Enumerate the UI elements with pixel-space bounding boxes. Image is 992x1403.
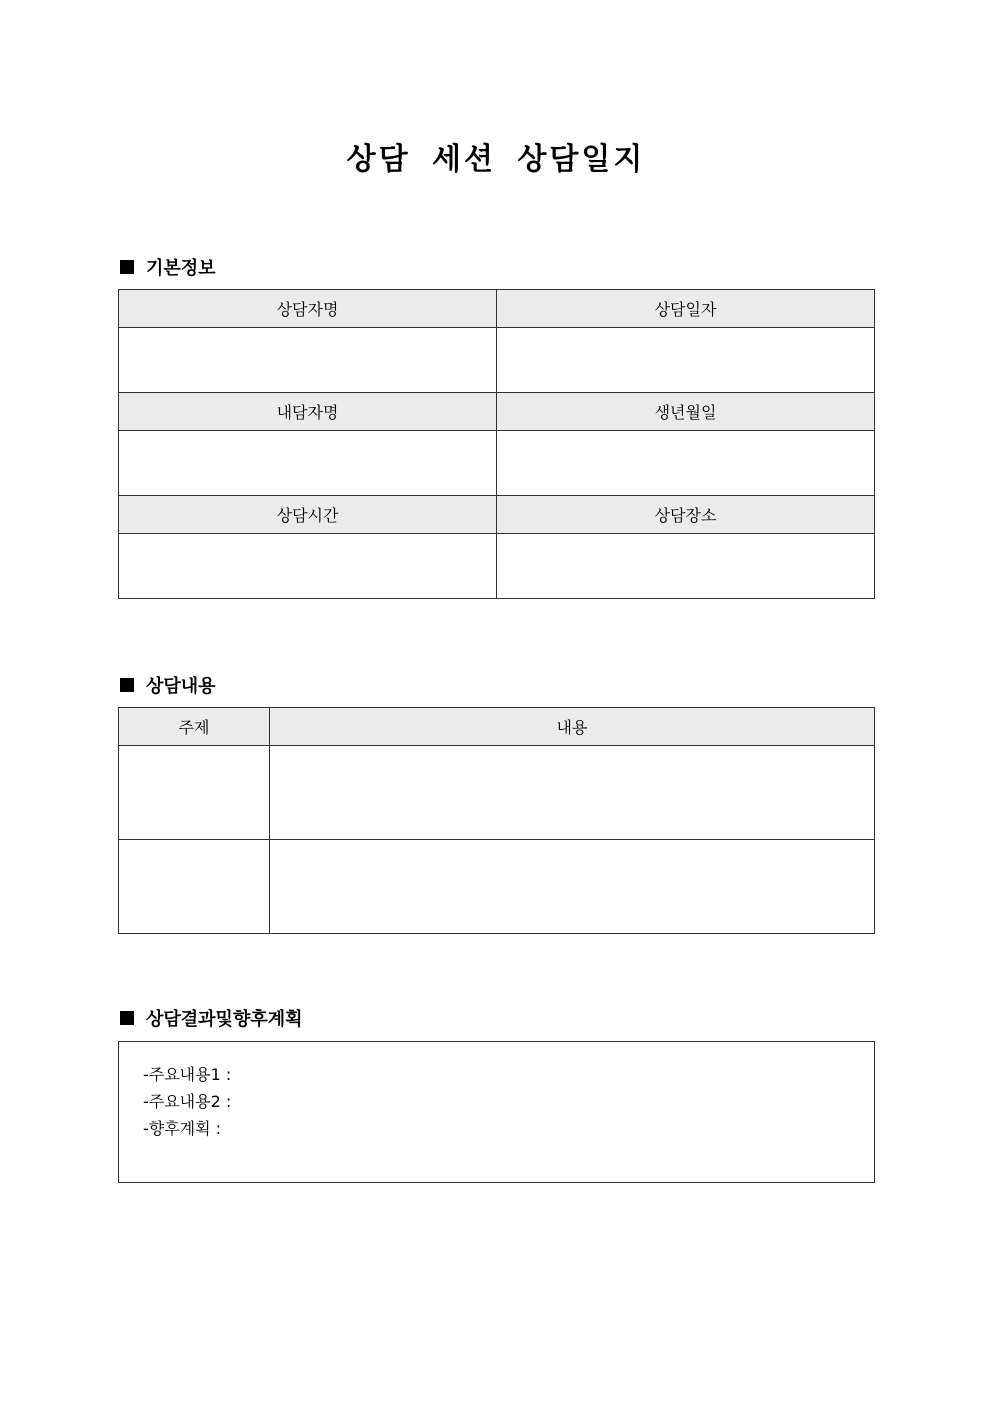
result-line-main-2: -주요내용2 : [143,1092,232,1111]
basic-info-table [118,289,875,599]
square-bullet-icon [120,1011,134,1025]
label-counselor-name: 상담자명 [119,290,497,328]
section-heading-label: 기본정보 [146,258,216,279]
content-table [118,707,875,934]
section-heading-label: 상담결과및향후계획 [146,1009,303,1030]
label-client-name: 내담자명 [119,393,497,431]
field-content-1[interactable] [270,746,875,840]
field-counselor-name[interactable] [119,328,497,393]
label-topic: 주제 [119,708,270,746]
section-heading-content [120,672,216,698]
field-birth-date[interactable] [497,431,875,496]
field-topic-1[interactable] [119,746,270,840]
page-title: 상담 세션 상담일지 [346,142,646,177]
field-client-name[interactable] [119,431,497,496]
field-counsel-date[interactable] [497,328,875,393]
section-heading-results [120,1005,303,1031]
field-topic-2[interactable] [119,840,270,934]
square-bullet-icon [120,260,134,274]
field-counsel-time[interactable] [119,534,497,599]
square-bullet-icon [120,678,134,692]
result-line-future-plan: -향후계획 : [143,1119,222,1138]
section-heading-label: 상담내용 [146,676,216,697]
label-counsel-time: 상담시간 [119,496,497,534]
section-heading-basic-info [120,254,216,280]
label-counsel-date: 상담일자 [497,290,875,328]
field-content-2[interactable] [270,840,875,934]
label-content: 내용 [270,708,875,746]
label-counsel-place: 상담장소 [497,496,875,534]
label-birth-date: 생년월일 [497,393,875,431]
field-counsel-place[interactable] [497,534,875,599]
result-line-main-1: -주요내용1 : [143,1065,232,1084]
results-box[interactable] [118,1041,875,1183]
